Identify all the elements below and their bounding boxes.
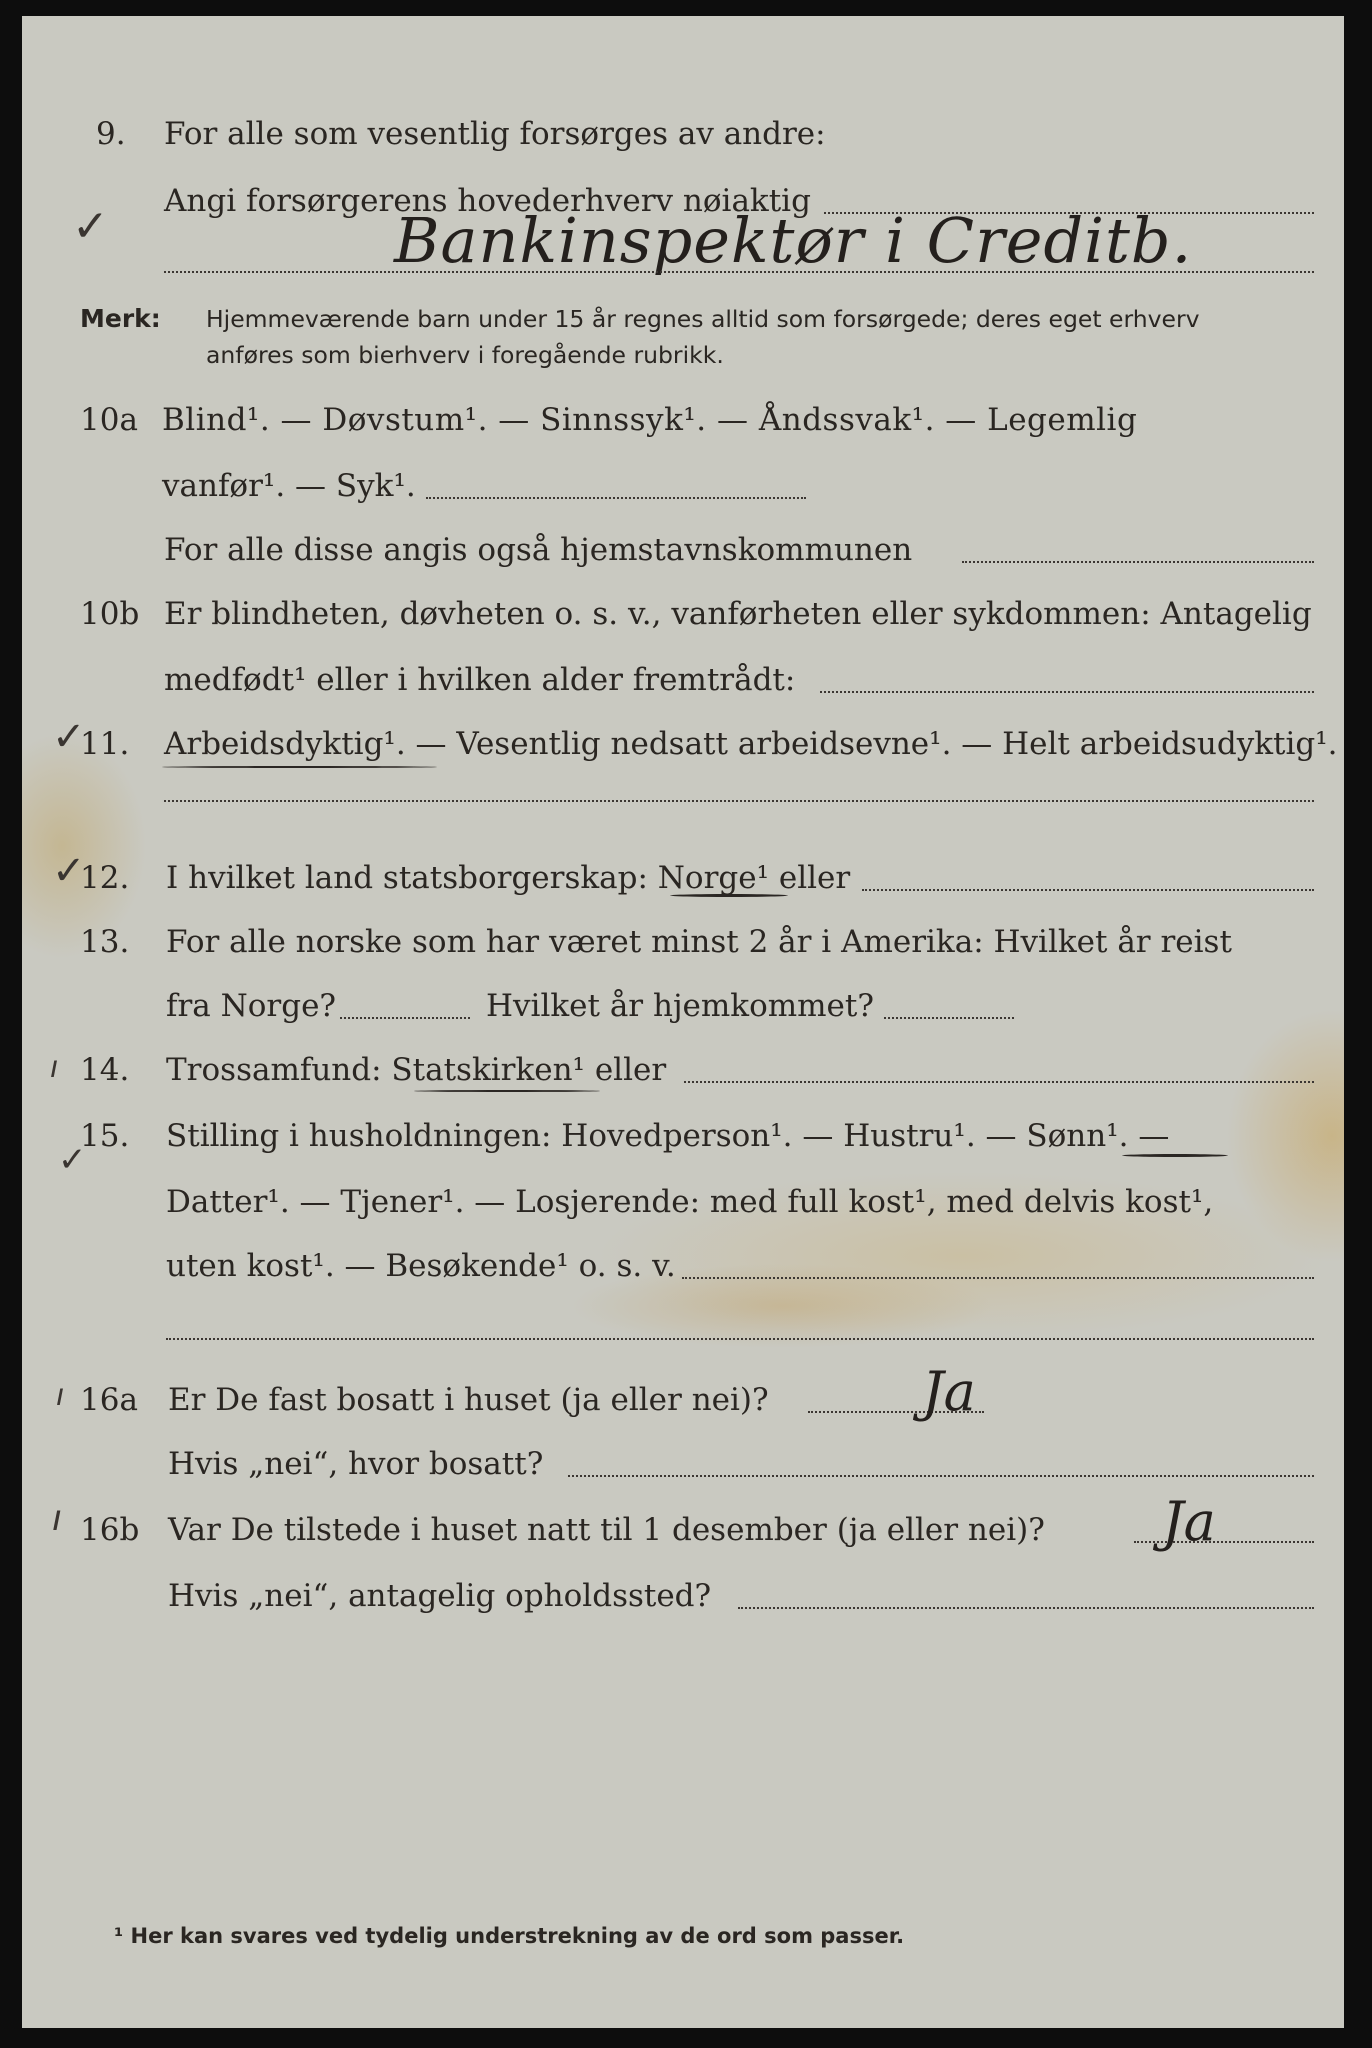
answer-line	[426, 497, 806, 499]
answer-line	[682, 1277, 1314, 1279]
question-text: vanfør¹. — Syk¹.	[162, 468, 416, 504]
question-text: uten kost¹. — Besøkende¹ o. s. v.	[166, 1248, 676, 1284]
question-text: I hvilket land statsborgerskap: Norge¹ eller	[166, 860, 851, 896]
note-label: Merk:	[80, 304, 161, 333]
question-number: 10b	[80, 596, 140, 632]
answer-line	[340, 1017, 470, 1019]
answer-underline	[414, 1090, 600, 1092]
question-number: 16a	[80, 1382, 138, 1418]
answer-line	[862, 889, 1314, 891]
answer-underline	[670, 894, 788, 897]
answer-line	[962, 561, 1314, 563]
question-text: Trossamfund: Statskirken¹ eller	[166, 1052, 667, 1088]
check-mark-icon: ✓	[72, 201, 109, 252]
note-line: anføres som bierhverv i foregående rubrikk.	[206, 341, 724, 369]
check-mark-icon: ✓	[52, 848, 86, 894]
question-number: 9.	[96, 116, 126, 152]
check-mark-icon: ı	[50, 1050, 59, 1085]
question-text: Var De tilstede i huset natt til 1 desember (ja eller nei)?	[168, 1512, 1045, 1548]
question-number: 15.	[80, 1118, 130, 1154]
note-line: Hjemmeværende barn under 15 år regnes alltid som forsørgede; deres eget erhverv	[206, 305, 1200, 333]
question-text: For alle norske som har været minst 2 år i Amerika: Hvilket år reist	[166, 924, 1232, 960]
answer-line	[164, 271, 1314, 273]
answer-line	[684, 1081, 1314, 1083]
question-text: Hvis „nei“, antagelig opholdssted?	[168, 1578, 712, 1614]
question-text: Datter¹. — Tjener¹. — Losjerende: med full kost¹, med delvis kost¹,	[166, 1184, 1214, 1220]
question-number: 16b	[80, 1512, 140, 1548]
question-number: 11.	[80, 726, 130, 762]
question-text: Hvilket år hjemkommet?	[486, 988, 874, 1024]
answer-line	[164, 800, 1314, 802]
check-mark-icon: ı	[56, 1378, 65, 1413]
check-mark-icon: ✓	[52, 714, 86, 760]
question-text: For alle som vesentlig forsørges av andre:	[164, 116, 826, 152]
check-mark-icon: ı	[52, 1498, 63, 1539]
handwritten-answer: Ja	[1162, 1490, 1216, 1553]
question-text: For alle disse angis også hjemstavnskommunen	[164, 532, 913, 568]
answer-line	[738, 1607, 1314, 1609]
question-number: 12.	[80, 860, 130, 896]
question-text: fra Norge?	[166, 988, 337, 1024]
check-mark-icon: ✓	[58, 1140, 87, 1180]
question-text: Angi forsørgerens hovederhverv nøiaktig	[164, 183, 811, 219]
question-number: 10a	[80, 402, 138, 438]
answer-line	[820, 691, 1314, 693]
handwritten-answer: Ja	[922, 1360, 976, 1423]
census-form-page	[22, 16, 1344, 2028]
handwritten-answer: Bankinspektør i Creditb.	[394, 204, 1193, 277]
question-number: 14.	[80, 1052, 130, 1088]
answer-line	[884, 1017, 1014, 1019]
question-text: Arbeidsdyktig¹. — Vesentlig nedsatt arbeidsevne¹. — Helt arbeidsudyktig¹.	[164, 726, 1338, 762]
question-text: medfødt¹ eller i hvilken alder fremtrådt:	[164, 662, 796, 698]
question-number: 13.	[80, 924, 130, 960]
answer-line	[568, 1475, 1314, 1477]
answer-line	[166, 1338, 1314, 1340]
question-text: Er De fast bosatt i huset (ja eller nei)?	[168, 1382, 769, 1418]
question-text: Hvis „nei“, hvor bosatt?	[168, 1446, 544, 1482]
question-text: Er blindheten, døvheten o. s. v., vanførheten eller sykdommen: Antagelig	[164, 596, 1312, 632]
question-text: Stilling i husholdningen: Hovedperson¹. — Hustru¹. — Sønn¹. —	[166, 1118, 1170, 1154]
question-text: Blind¹. — Døvstum¹. — Sinnssyk¹. — Åndssvak¹. — Legemlig	[162, 402, 1138, 438]
answer-underline	[162, 766, 437, 768]
footnote: ¹ Her kan svares ved tydelig understrekning av de ord som passer.	[114, 1924, 905, 1948]
answer-line	[1134, 1541, 1314, 1543]
answer-underline	[1122, 1154, 1228, 1157]
